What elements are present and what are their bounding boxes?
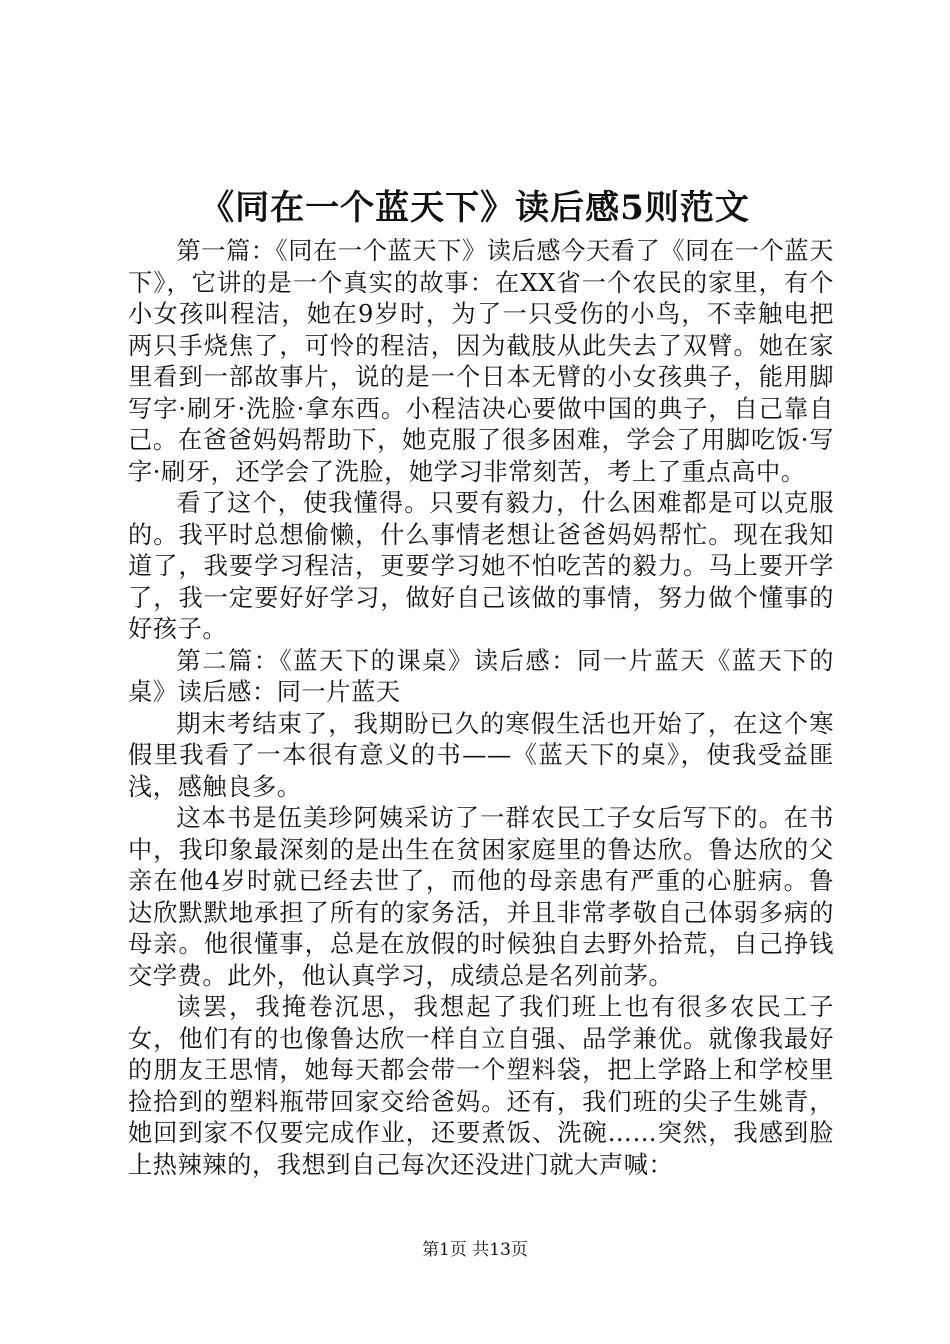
page-number-footer: 第1页 共13页 — [422, 1240, 528, 1260]
paragraph-4: 期末考结束了，我期盼已久的寒假生活也开始了，在这个寒假里我看了一本很有意义的书——《蓝天下的桌》，使我受益匪浅，感触良多。 — [128, 709, 834, 801]
paragraph-2: 看了这个，使我懂得。只要有毅力，什么困难都是可以克服的。我平时总想偷懒，什么事情老想让爸爸妈妈帮忙。现在我知道了，我要学习程洁，更要学习她不怕吃苦的毅力。马上要开学了，我一定要好好学习，做好自己该做的事情，努力做个懂事的好孩子。 — [128, 489, 834, 643]
paragraph-6: 读罢，我掩卷沉思，我想起了我们班上也有很多农民工子女，他们有的也像鲁达欣一样自立自强、品学兼优。就像我最好的朋友王思情，她每天都会带一个塑料袋，把上学路上和学校里捡拾到的塑料瓶带回家交给爸妈。还有，我们班的尖子生姚青，她回到家不仅要完成作业，还要煮饭、洗碗……突然，我感到脸上热辣辣的，我想到自己每次还没进门就大声喊： — [128, 993, 834, 1179]
document-body — [128, 236, 834, 1181]
paragraph-5: 这本书是伍美珍阿姨采访了一群农民工子女后写下的。在书中，我印象最深刻的是出生在贫困家庭里的鲁达欣。鲁达欣的父亲在他4岁时就已经去世了，而他的母亲患有严重的心脏病。鲁达欣默默地承担了所有的家务活，并且非常孝敬自己体弱多病的母亲。他很懂事，总是在放假的时候独自去野外拾荒，自己挣钱交学费。此外，他认真学习，成绩总是名列前茅。 — [128, 804, 834, 990]
paragraph-1: 第一篇：《同在一个蓝天下》读后感今天看了《同在一个蓝天下》，它讲的是一个真实的故事：在XX省一个农民的家里，有个小女孩叫程洁，她在9岁时，为了一只受伤的小鸟，不幸触电把两只手烧焦了，可怜的程洁，因为截肢从此失去了双臂。她在家里看到一部故事片，说的是一个日本无臂的小女孩典子，能用脚写字·刷牙·洗脸·拿东西。小程洁决心要做中国的典子，自己靠自己。在爸爸妈妈帮助下，她克服了很多困难，学会了用脚吃饭·写字·刷牙，还学会了洗脸，她学习非常刻苦，考上了重点高中。 — [128, 237, 834, 486]
document-title: 《同在一个蓝天下》读后感5则范文 — [200, 188, 750, 228]
paragraph-3: 第二篇：《蓝天下的课桌》读后感：同一片蓝天《蓝天下的桌》读后感：同一片蓝天 — [128, 646, 834, 706]
